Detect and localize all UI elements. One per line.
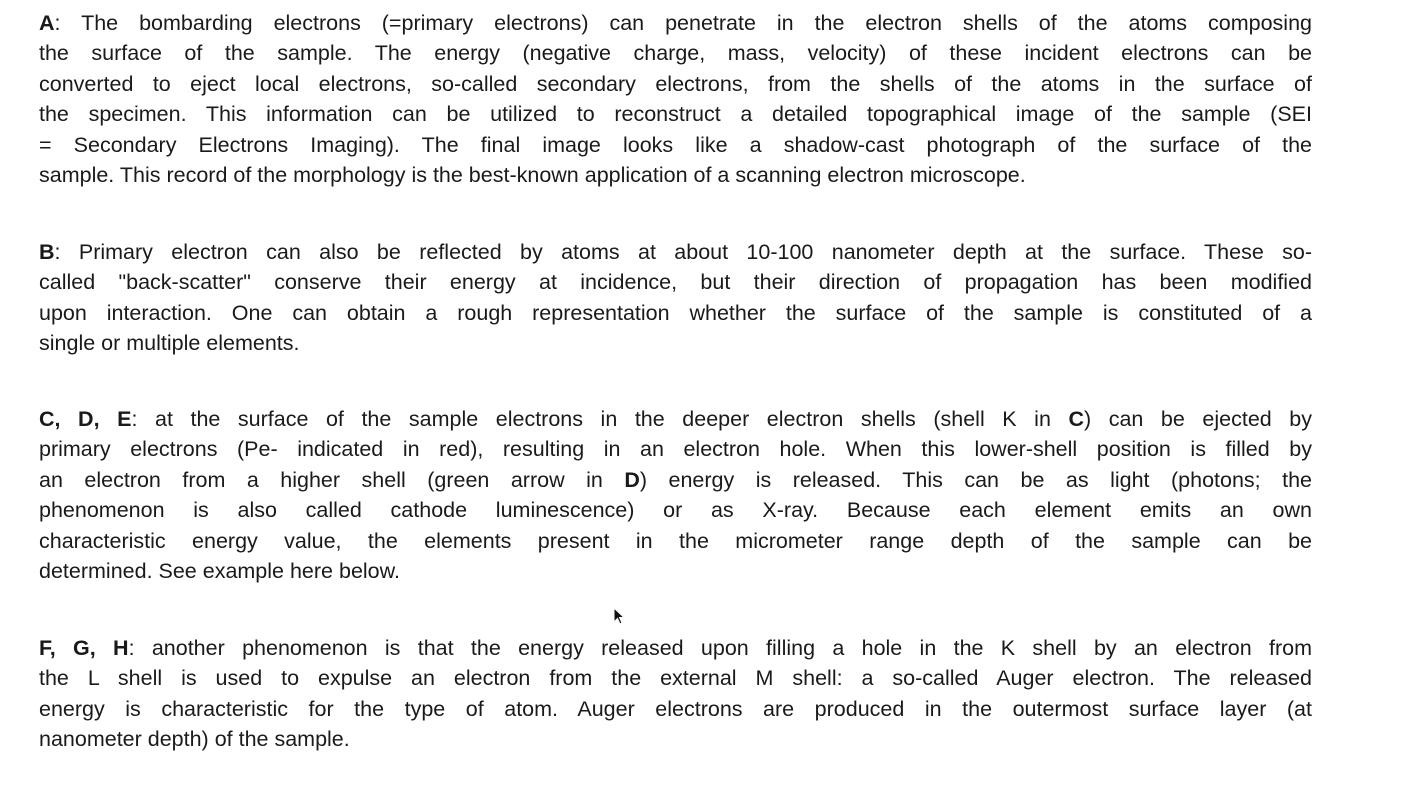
text-line — [39, 434, 1312, 464]
text-line — [39, 69, 1312, 99]
text-line — [39, 267, 1312, 297]
text-line — [39, 160, 1312, 190]
text-line — [39, 328, 1312, 358]
text-segment: the L shell is used to expulse an electron from the external M shell: a so-called Auger electron. The released — [39, 666, 1312, 691]
text-line — [39, 663, 1312, 693]
text-segment: : Primary electron can also be reflected by atoms at about 10-100 nanometer depth at the surface. These so- — [54, 240, 1312, 264]
text-segment: converted to eject local electrons, so-called secondary electrons, from the shells of the atoms in the surface of — [39, 71, 1312, 96]
text-segment: sample. This record of the morphology is the best-known application of a scanning electron microscope. — [39, 162, 1026, 187]
text-segment: characteristic energy value, the elements present in the micrometer range depth of the sample can be — [39, 528, 1312, 553]
paragraph-b — [39, 237, 1312, 359]
text-segment: called "back-scatter" conserve their energy at incidence, but their direction of propagation has been modified — [39, 270, 1312, 295]
text-segment: : The bombarding electrons (=primary electrons) can penetrate in the electron shells of the atoms composing — [54, 11, 1312, 35]
text-line — [39, 495, 1312, 525]
text-segment: = Secondary Electrons Imaging). The final image looks like a shadow-cast photograph of the surface of the — [39, 132, 1312, 157]
text-segment: the surface of the sample. The energy (negative charge, mass, velocity) of these incident electrons can be — [39, 41, 1312, 66]
text-line — [39, 526, 1312, 556]
text-line — [39, 237, 1312, 267]
text-segment: an electron from a higher shell (green arrow in — [39, 467, 625, 492]
text-segment: : at the surface of the sample electrons in the deeper electron shells (shell K in — [131, 407, 1069, 431]
paragraph-a — [39, 8, 1312, 190]
bold-label: F, G, H — [39, 636, 129, 660]
text-line — [39, 38, 1312, 68]
text-line — [39, 298, 1312, 328]
paragraph-f-g-h — [39, 633, 1312, 755]
bold-label: C — [1068, 407, 1084, 431]
text-segment: ) energy is released. This can be as light (photons; the — [639, 467, 1313, 492]
bold-label: B — [39, 240, 55, 264]
paragraph-c-d-e — [39, 404, 1312, 586]
text-segment: : another phenomenon is that the energy released upon filling a hole in the K shell by an electron from — [128, 636, 1312, 660]
text-line — [39, 556, 1312, 586]
text-line — [39, 633, 1312, 663]
bold-label: D — [624, 467, 640, 492]
text-line — [39, 130, 1312, 160]
text-segment: energy is characteristic for the type of atom. Auger electrons are produced in the outermost surface layer (at — [39, 696, 1312, 721]
text-segment: phenomenon is also called cathode luminescence) or as X-ray. Because each element emits an own — [39, 498, 1312, 523]
text-segment: nanometer depth) of the sample. — [39, 727, 350, 752]
text-line — [39, 404, 1312, 434]
mouse-cursor-icon — [613, 607, 625, 625]
text-line — [39, 694, 1312, 724]
bold-label: C, D, E — [39, 407, 132, 431]
text-segment: determined. See example here below. — [39, 558, 400, 583]
text-line — [39, 465, 1312, 495]
text-line — [39, 99, 1312, 129]
text-segment: single or multiple elements. — [39, 331, 300, 356]
bold-label: A — [39, 11, 55, 35]
text-segment: ) can be ejected by — [1084, 407, 1312, 431]
text-line — [39, 724, 1312, 754]
text-line — [39, 8, 1312, 38]
text-segment: primary electrons (Pe- indicated in red), resulting in an electron hole. When this lower-shell position is filled by — [39, 437, 1312, 462]
text-segment: upon interaction. One can obtain a rough representation whether the surface of the sample is constituted of a — [39, 300, 1312, 325]
text-segment: the specimen. This information can be utilized to reconstruct a detailed topographical image of the sample (SEI — [39, 102, 1312, 127]
